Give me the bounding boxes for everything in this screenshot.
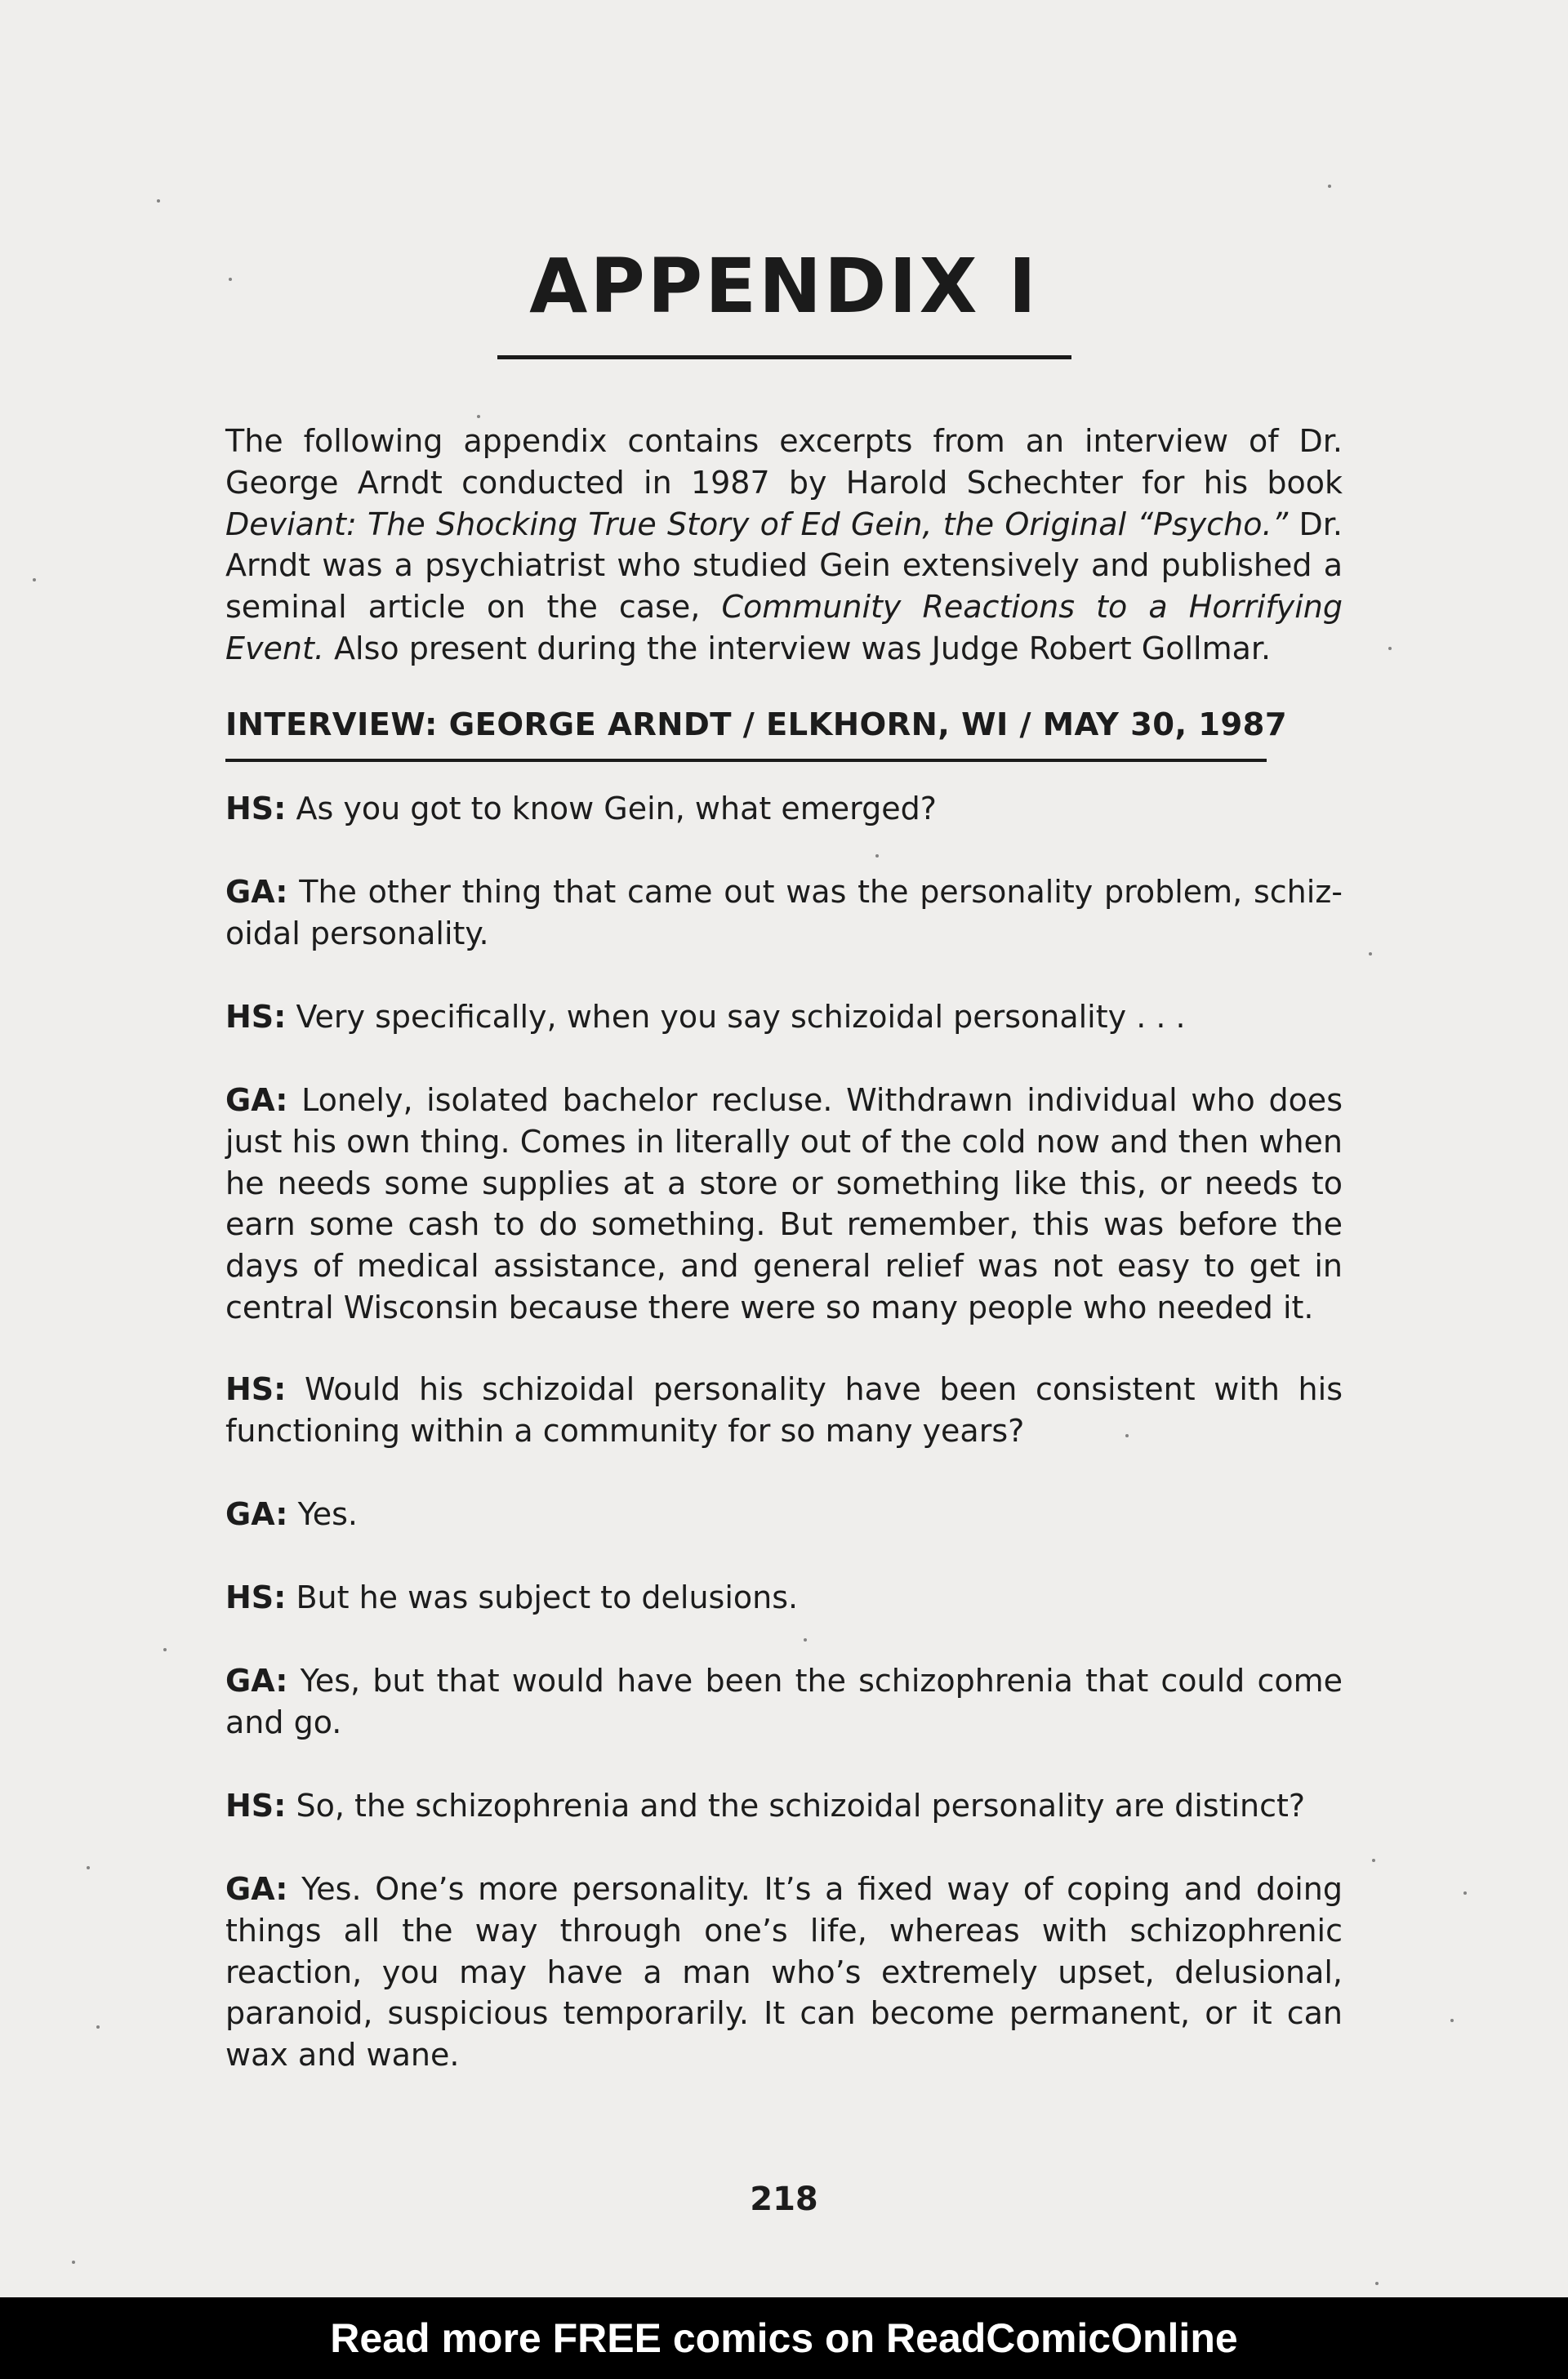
paper-speck <box>157 199 160 203</box>
exchange-text: Lonely, isolated bachelor recluse. Withdrawn individual who does just his own thing. Comes in literally out of the cold now and then when he needs some supplies at a store or something like this, or needs to earn some cash to do something. But remember, this was before the days of medical assistance, and general relief was not easy to get in central Wisconsin because there were so many people who needed it. <box>225 1082 1343 1325</box>
paper-speck <box>1369 952 1372 956</box>
article-title: Community Reactions to a Horrifying Event. <box>225 589 1343 666</box>
page-number: 218 <box>750 2181 818 2218</box>
paper-speck <box>477 415 480 418</box>
exchange-text: Yes, but that would have been the schizophrenia that could come and go. <box>225 1663 1343 1740</box>
exchange-paragraph <box>225 788 1343 830</box>
exchange-paragraph <box>225 871 1343 955</box>
intro-text-1: The following appendix contains excerpts from an interview of Dr. George Arndt conducted in 1987 by Harold Schechter for his book <box>225 423 1343 501</box>
speaker-label: GA: <box>225 874 288 910</box>
speaker-label: GA: <box>225 1082 288 1118</box>
paper-speck <box>1375 2282 1379 2285</box>
title-underline <box>497 355 1071 359</box>
exchange-paragraph <box>225 996 1343 1038</box>
paper-speck <box>72 2261 75 2264</box>
speaker-label: HS: <box>225 1788 287 1824</box>
paper-speck <box>804 1638 807 1642</box>
speaker-label: GA: <box>225 1871 288 1907</box>
paper-speck <box>33 578 36 581</box>
interview-heading-underline <box>225 759 1267 762</box>
speaker-label: GA: <box>225 1496 288 1532</box>
exchange-text: But he was subject to delusions. <box>286 1579 799 1615</box>
exchange-text: Very specifically, when you say schizoidal personality . . . <box>286 999 1186 1035</box>
speaker-label: HS: <box>225 1371 287 1407</box>
paper-speck <box>1463 1891 1467 1895</box>
exchange-paragraph <box>225 1785 1343 1827</box>
exchange-paragraph <box>225 1577 1343 1619</box>
speaker-label: HS: <box>225 1579 287 1615</box>
intro-paragraph <box>225 421 1343 670</box>
exchange-text: The other thing that came out was the personality problem, schizoidal personality. <box>225 874 1343 951</box>
paper-speck <box>87 1866 90 1869</box>
paper-speck <box>1328 185 1331 188</box>
exchange-paragraph <box>225 1494 1343 1535</box>
book-title: Deviant: The Shocking True Story of Ed Gein, the Original “Psycho.” <box>225 506 1289 542</box>
paper-speck <box>96 2025 100 2029</box>
exchange-text: So, the schizophrenia and the schizoidal personality are distinct? <box>286 1788 1306 1824</box>
intro-text-2: Dr. Arndt was a psychiatrist who studied Gein extensively and published a seminal article on the case, <box>225 506 1343 626</box>
speaker-label: GA: <box>225 1663 288 1699</box>
exchange-text: Yes. <box>287 1496 359 1532</box>
page-title: APPENDIX I <box>529 243 1039 330</box>
exchange-text: Yes. One’s more personality. It’s a fixed way of coping and doing things all the way through one’s life, whereas with schizophrenic reaction, you may have a man who’s extremely upset, delusional, paranoid, suspicious temporarily. It can become permanent, or it can wax and wane. <box>225 1871 1343 2074</box>
footer-link[interactable]: Read more FREE comics on ReadComicOnline <box>330 2315 1238 2361</box>
paper-speck <box>1388 647 1392 650</box>
exchange-paragraph <box>225 1660 1343 1744</box>
paper-speck <box>163 1648 167 1651</box>
speaker-label: HS: <box>225 999 287 1035</box>
paper-speck <box>1450 2019 1454 2022</box>
intro-text-3: Also present during the interview was Judge Robert Gollmar. <box>323 630 1272 666</box>
exchange-paragraph <box>225 1080 1343 1329</box>
exchange-paragraph <box>225 1869 1343 2076</box>
footer-banner[interactable] <box>0 2297 1568 2379</box>
paper-speck <box>1372 1859 1375 1862</box>
exchange-paragraph <box>225 1369 1343 1452</box>
exchange-text: Would his schizoidal personality have been consistent with his functioning within a community for so many years? <box>225 1371 1343 1449</box>
paper-speck <box>875 854 879 858</box>
speaker-label: HS: <box>225 791 287 826</box>
exchange-text: As you got to know Gein, what emerged? <box>286 791 937 826</box>
interview-heading: INTERVIEW: GEORGE ARNDT / ELKHORN, WI / MAY 30, 1987 <box>225 706 1288 743</box>
